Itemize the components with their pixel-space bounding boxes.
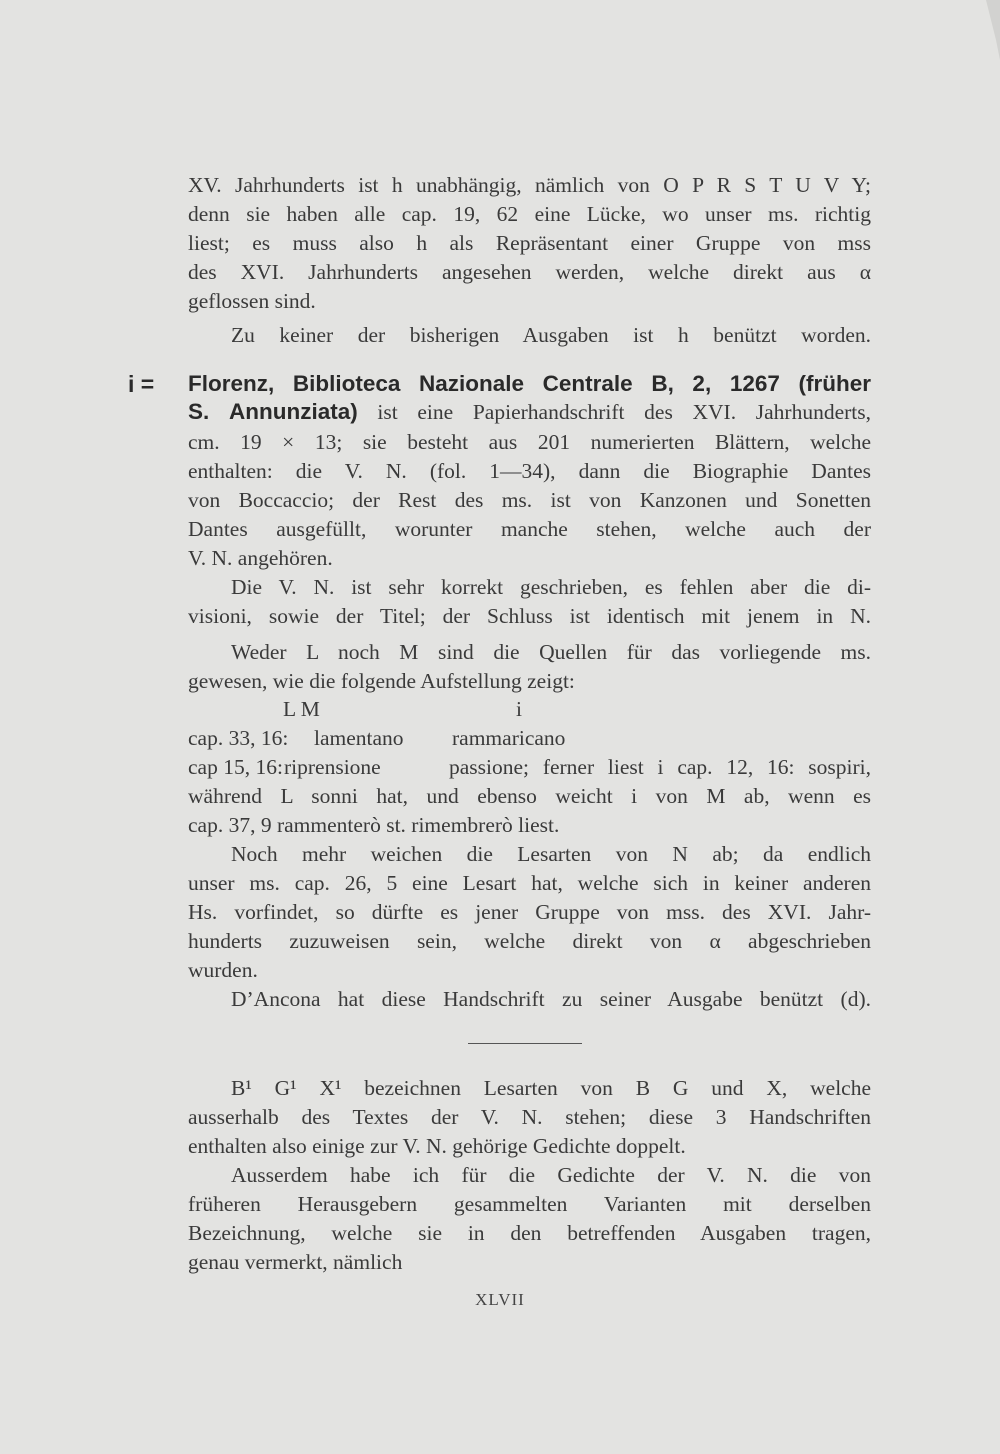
text-line: unser ms. cap. 26, 5 eine Lesart hat, welche sich in keiner anderen xyxy=(188,871,871,895)
text-line: cm. 19 × 13; sie besteht aus 201 numerierten Blättern, welche xyxy=(188,430,871,454)
text-line: cap. 37, 9 rammenterò st. rimembrerò liest. xyxy=(188,813,560,837)
text-line: enthalten: die V. N. (fol. 1—34), dann die Biographie Dantes xyxy=(188,459,871,483)
entry-heading-line2 xyxy=(188,398,871,426)
text-line: früheren Herausgebern gesammelten Varianten mit derselben xyxy=(188,1192,871,1216)
text-line: Noch mehr weichen die Lesarten von N ab; da endlich xyxy=(231,842,871,866)
text-line: Bezeichnung, welche sie in den betreffenden Ausgaben tragen, xyxy=(188,1221,871,1245)
comparison-left: lamentano xyxy=(314,726,404,750)
comparison-left: riprensione xyxy=(284,755,381,779)
text-line: Hs. vorfindet, so dürfte es jener Gruppe von mss. des XVI. Jahr- xyxy=(188,900,871,924)
text-line: hunderts zuzuweisen sein, welche direkt von α abgeschrieben xyxy=(188,929,871,953)
text-line: wurden. xyxy=(188,958,258,982)
entry-siglum: i = xyxy=(128,371,155,397)
text-line: genau vermerkt, nämlich xyxy=(188,1250,403,1274)
comparison-ref: cap 15, 16: xyxy=(188,755,283,779)
text-line: Ausserdem habe ich für die Gedichte der V. N. die von xyxy=(231,1163,871,1187)
entry-heading-rest: ist eine Papierhandschrift des XVI. Jahrhunderts, xyxy=(357,400,871,424)
text-line: während L sonni hat, und ebenso weicht i von M ab, wenn es xyxy=(188,784,871,808)
text-line: D’Ancona hat diese Handschrift zu seiner Ausgabe benützt (d). xyxy=(231,987,871,1011)
entry-heading-bold: S. Annunziata) xyxy=(188,399,358,424)
text-line: geflossen sind. xyxy=(188,289,316,313)
comparison-right: rammaricano xyxy=(452,726,566,750)
text-line: XV. Jahrhunderts ist h unabhängig, nämlich von O P R S T U V Y; xyxy=(188,173,871,197)
text-line: B¹ G¹ X¹ bezeichnen Lesarten von B G und X, welche xyxy=(231,1076,871,1100)
text-line: Weder L noch M sind die Quellen für das vorliegende ms. xyxy=(231,640,871,664)
page-corner-mark xyxy=(956,0,1000,60)
comparison-header-right: i xyxy=(516,697,522,721)
comparison-ref: cap. 33, 16: xyxy=(188,726,289,750)
text-line: liest; es muss also h als Repräsentant einer Gruppe von mss xyxy=(188,231,871,255)
text-line: V. N. angehören. xyxy=(188,546,333,570)
entry-heading: Florenz, Biblioteca Nazionale Centrale B, 2, 1267 (früher xyxy=(188,371,871,396)
comparison-right: passione; ferner liest i cap. 12, 16: sospiri, xyxy=(449,755,871,779)
text-line: visioni, sowie der Titel; der Schluss ist identisch mit jenem in N. xyxy=(188,604,871,628)
text-line: denn sie haben alle cap. 19, 62 eine Lücke, wo unser ms. richtig xyxy=(188,202,871,226)
text-line: Die V. N. ist sehr korrekt geschrieben, es fehlen aber die di- xyxy=(231,575,871,599)
text-line: von Boccaccio; der Rest des ms. ist von Kanzonen und Sonetten xyxy=(188,488,871,512)
text-line: des XVI. Jahrhunderts angesehen werden, welche direkt aus α xyxy=(188,260,871,284)
text-line: Dantes ausgefüllt, worunter manche stehen, welche auch der xyxy=(188,517,871,541)
text-line: ausserhalb des Textes der V. N. stehen; diese 3 Handschriften xyxy=(188,1105,871,1129)
page-number: XLVII xyxy=(475,1290,525,1309)
text-line: gewesen, wie die folgende Aufstellung zeigt: xyxy=(188,669,575,693)
text-line: Zu keiner der bisherigen Ausgaben ist h benützt worden. xyxy=(231,323,871,347)
text-line: enthalten also einige zur V. N. gehörige Gedichte doppelt. xyxy=(188,1134,686,1158)
comparison-header-left: L M xyxy=(283,697,320,721)
section-divider xyxy=(468,1043,582,1044)
